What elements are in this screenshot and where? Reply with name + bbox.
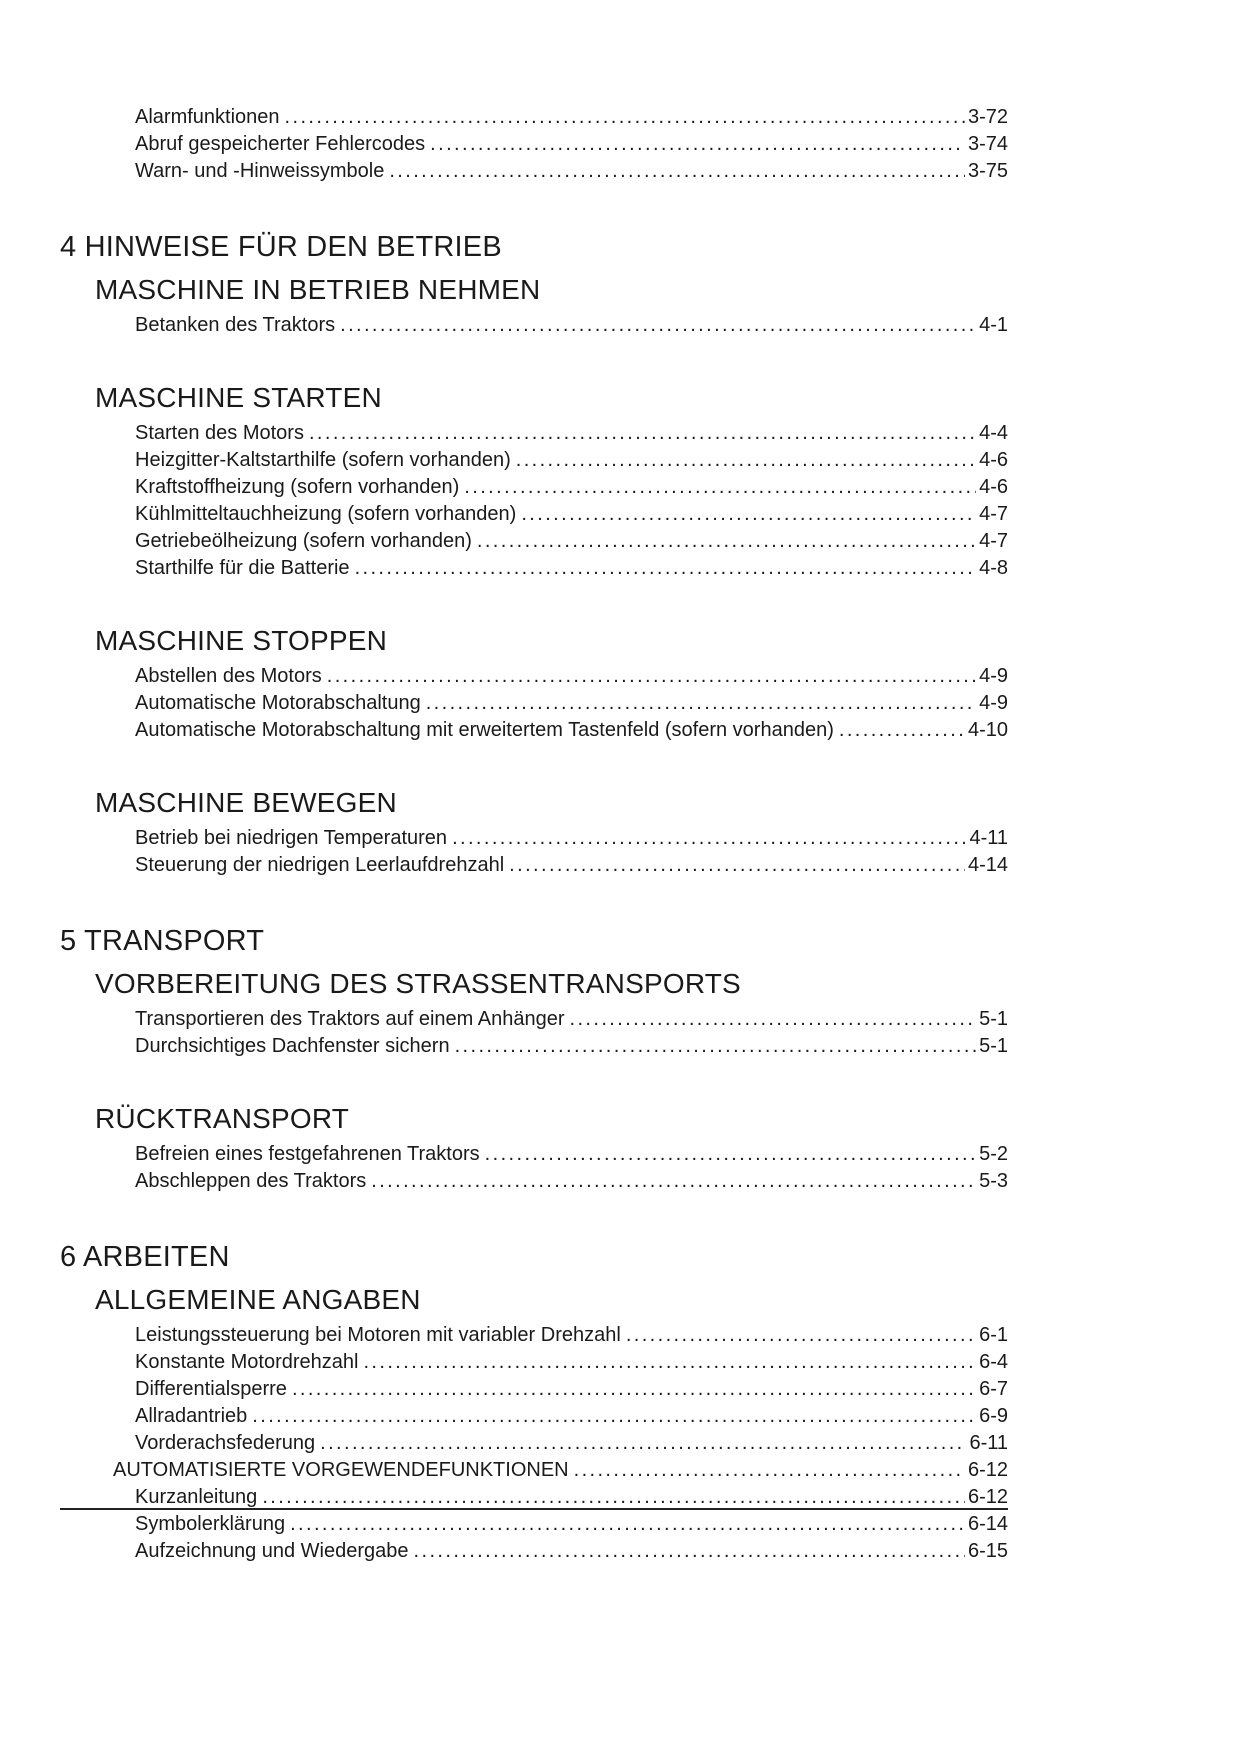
toc-entry-page: 4-4 (979, 422, 1008, 444)
dot-leader (485, 1141, 976, 1168)
toc-entry-page: 5-3 (979, 1170, 1008, 1192)
toc-entry (135, 158, 1008, 185)
toc-entry (135, 1376, 1008, 1403)
toc-entry-page: 4-11 (969, 827, 1008, 849)
toc-entry-page: 5-2 (979, 1143, 1008, 1165)
toc-entry-page: 6-12 (967, 1459, 1008, 1481)
toc-entry (135, 852, 1008, 879)
dot-leader (521, 501, 976, 528)
chapter-title: 6 ARBEITEN (60, 1241, 230, 1273)
toc-entry-label: Leistungssteuerung bei Motoren mit variabler Drehzahl (135, 1324, 621, 1346)
toc-entry-subheading (113, 1457, 1008, 1484)
toc-entry-label: Kraftstoffheizung (sofern vorhanden) (135, 476, 460, 498)
toc-entry-label: Aufzeichnung und Wiedergabe (135, 1540, 409, 1562)
toc-entry-label: Abruf gespeicherter Fehlercodes (135, 133, 426, 155)
dot-leader (285, 104, 965, 131)
toc-top-entries (135, 104, 1008, 185)
toc-entry (135, 1033, 1008, 1060)
toc-entry-page: 4-10 (967, 719, 1008, 741)
toc-entry (135, 1430, 1008, 1457)
dot-leader (455, 1033, 977, 1060)
dot-leader (430, 131, 965, 158)
toc-entry-page: 4-7 (979, 530, 1008, 552)
dot-leader (252, 1403, 976, 1430)
toc-entry-label: Befreien eines festgefahrenen Traktors (135, 1143, 480, 1165)
chapter-title: 5 TRANSPORT (60, 925, 265, 957)
toc-entry-page: 3-74 (967, 133, 1008, 155)
toc-entry-label: Steuerung der niedrigen Leerlaufdrehzahl (135, 854, 505, 876)
toc-entry-label: Starten des Motors (135, 422, 304, 444)
section-maschine-bewegen (95, 786, 1008, 879)
section-entries (135, 1006, 1008, 1060)
toc-entry (135, 1168, 1008, 1195)
toc-entry-label: Durchsichtiges Dachfenster sichern (135, 1035, 450, 1057)
section-entries (135, 420, 1008, 582)
section-title: ALLGEMEINE ANGABEN (95, 1284, 421, 1315)
toc-entry (135, 1141, 1008, 1168)
section-title: VORBEREITUNG DES STRASSENTRANSPORTS (95, 968, 741, 999)
toc-entry-label: Kühlmitteltauchheizung (sofern vorhanden) (135, 503, 517, 525)
dot-leader (327, 663, 976, 690)
toc-entry-page: 4-1 (979, 314, 1008, 336)
dot-leader (452, 825, 966, 852)
toc-entry (135, 528, 1008, 555)
toc-entry-page: 5-1 (979, 1008, 1008, 1030)
toc-entry-page: 6-4 (979, 1351, 1008, 1373)
toc-entry-page: 3-72 (967, 106, 1008, 128)
dot-leader (426, 690, 976, 717)
section-entries (135, 1141, 1008, 1195)
toc-entry (135, 447, 1008, 474)
section-title: MASCHINE STOPPEN (95, 625, 388, 656)
toc-entry-page: 4-7 (979, 503, 1008, 525)
toc-entry (135, 1538, 1008, 1565)
toc-entry-label: Getriebeölheizung (sofern vorhanden) (135, 530, 472, 552)
toc-entry-page: 6-1 (979, 1324, 1008, 1346)
dot-leader (290, 1511, 965, 1538)
dot-leader (839, 717, 965, 744)
toc-entry-label: Differentialsperre (135, 1378, 287, 1400)
toc-entry (135, 1006, 1008, 1033)
section-allgemeine-angaben (95, 1283, 1008, 1565)
toc-entry-page: 4-9 (979, 665, 1008, 687)
toc-entry-label: AUTOMATISIERTE VORGEWENDEFUNKTIONEN (113, 1459, 569, 1481)
dot-leader (626, 1322, 976, 1349)
dot-leader (570, 1006, 977, 1033)
toc-entry-label: Konstante Motordrehzahl (135, 1351, 359, 1373)
toc-entry-page: 6-11 (969, 1432, 1008, 1454)
toc-entry (135, 1511, 1008, 1538)
toc-entry (135, 1322, 1008, 1349)
toc-entry (135, 420, 1008, 447)
toc-entry-page: 4-6 (979, 476, 1008, 498)
toc-entry (135, 663, 1008, 690)
footer-divider (60, 1508, 1008, 1510)
toc-entry (135, 1484, 1008, 1511)
toc-entry-page: 5-1 (979, 1035, 1008, 1057)
toc-entry-label: Symbolerklärung (135, 1513, 286, 1535)
dot-leader (477, 528, 976, 555)
toc-entry (135, 1403, 1008, 1430)
toc-entry-label: Heizgitter-Kaltstarthilfe (sofern vorhanden) (135, 449, 511, 471)
dot-leader (509, 852, 965, 879)
dot-leader (389, 158, 965, 185)
section-entries (135, 312, 1008, 339)
section-maschine-in-betrieb-nehmen (95, 273, 1008, 339)
toc-entry-label: Abstellen des Motors (135, 665, 322, 687)
toc-entry (135, 104, 1008, 131)
dot-leader (355, 555, 977, 582)
section-maschine-stoppen (95, 624, 1008, 744)
section-entries (113, 1322, 1008, 1565)
section-vorbereitung-strassentransport (95, 967, 1008, 1060)
dot-leader (340, 312, 976, 339)
toc-entry-label: Automatische Motorabschaltung mit erweitertem Tastenfeld (sofern vorhanden) (135, 719, 834, 741)
toc-entry-label: Alarmfunktionen (135, 106, 280, 128)
toc-entry-page: 6-12 (967, 1486, 1008, 1508)
toc-entry-label: Betrieb bei niedrigen Temperaturen (135, 827, 448, 849)
toc-entry-page: 4-14 (967, 854, 1008, 876)
chapter-4 (60, 229, 1008, 879)
toc-entry-label: Transportieren des Traktors auf einem Anhänger (135, 1008, 565, 1030)
toc-entry (135, 501, 1008, 528)
toc-entry-label: Warn- und -Hinweissymbole (135, 160, 385, 182)
toc-entry-label: Abschleppen des Traktors (135, 1170, 367, 1192)
toc-entry-page: 6-15 (967, 1540, 1008, 1562)
dot-leader (292, 1376, 976, 1403)
section-entries (135, 825, 1008, 879)
section-maschine-starten (95, 381, 1008, 582)
toc-entry-page: 4-9 (979, 692, 1008, 714)
toc-entry-label: Betanken des Traktors (135, 314, 336, 336)
toc-entry (135, 555, 1008, 582)
section-title: MASCHINE STARTEN (95, 382, 382, 413)
dot-leader (371, 1168, 976, 1195)
toc-entry (135, 312, 1008, 339)
section-title: MASCHINE BEWEGEN (95, 787, 397, 818)
dot-leader (262, 1484, 965, 1511)
dot-leader (309, 420, 976, 447)
section-title: RÜCKTRANSPORT (95, 1103, 350, 1134)
toc-entry-label: Allradantrieb (135, 1405, 248, 1427)
dot-leader (414, 1538, 965, 1565)
section-title: MASCHINE IN BETRIEB NEHMEN (95, 274, 541, 305)
chapter-5 (60, 923, 1008, 1195)
section-entries (135, 663, 1008, 744)
toc-entry (135, 690, 1008, 717)
toc-entry-label: Vorderachsfederung (135, 1432, 316, 1454)
toc-entry-page: 6-7 (979, 1378, 1008, 1400)
toc-entry (135, 131, 1008, 158)
toc-entry (135, 717, 1008, 744)
chapter-title: 4 HINWEISE FÜR DEN BETRIEB (60, 231, 502, 263)
toc-entry-label: Starthilfe für die Batterie (135, 557, 350, 579)
toc-entry (135, 825, 1008, 852)
toc-entry-page: 3-75 (967, 160, 1008, 182)
toc-entry-label: Kurzanleitung (135, 1486, 258, 1508)
chapter-6 (60, 1239, 1008, 1565)
dot-leader (574, 1457, 965, 1484)
dot-leader (464, 474, 976, 501)
dot-leader (516, 447, 976, 474)
toc-entry (135, 1349, 1008, 1376)
toc-entry-page: 6-9 (979, 1405, 1008, 1427)
dot-leader (320, 1430, 966, 1457)
dot-leader (363, 1349, 976, 1376)
toc-entry-page: 6-14 (967, 1513, 1008, 1535)
toc-entry (135, 474, 1008, 501)
toc-entry-page: 4-6 (979, 449, 1008, 471)
section-ruecktransport (95, 1102, 1008, 1195)
toc-entry-page: 4-8 (979, 557, 1008, 579)
toc-entry-label: Automatische Motorabschaltung (135, 692, 421, 714)
